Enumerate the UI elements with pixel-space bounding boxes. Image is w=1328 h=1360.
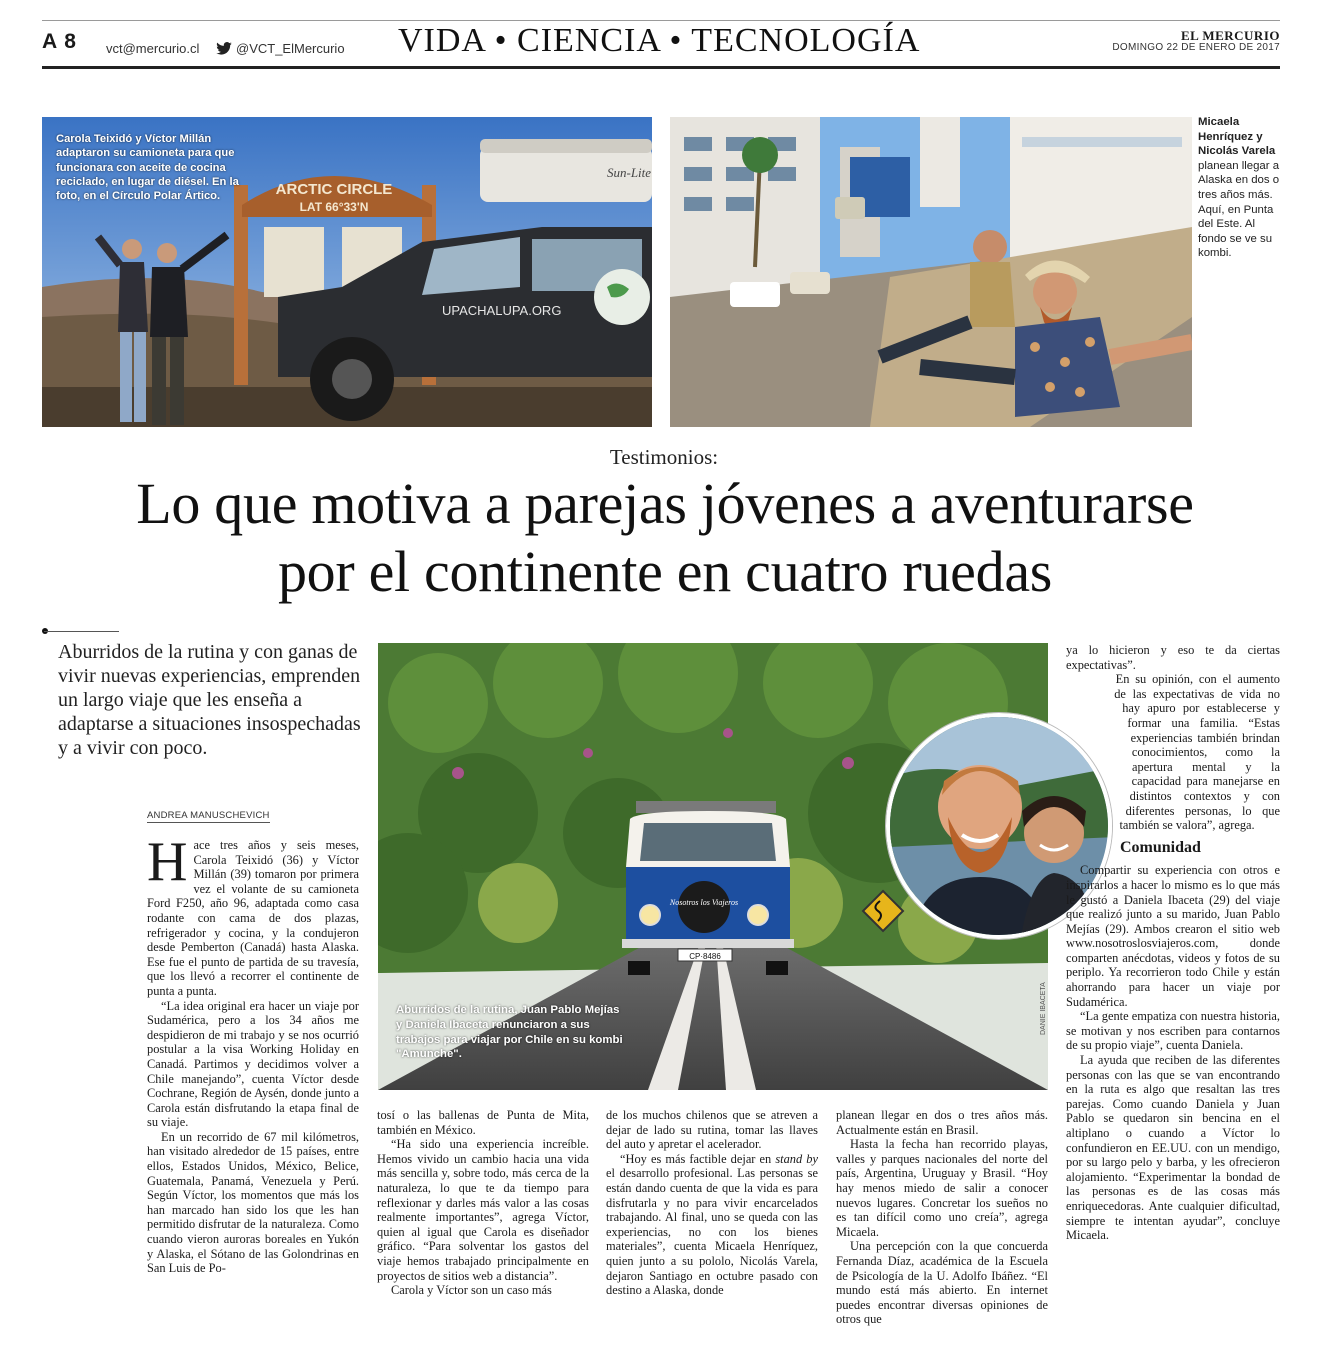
photo-caption-punta-del-este [1198, 115, 1282, 261]
beach-photo-illustration [670, 117, 1192, 427]
col4-para-3: Una percepción con la que concuerda Fernanda Díaz, académica de la Escuela de Psicología de la U. Adolfo Ibáñez. “El mundo está más abierto. En internet puedes encontrar diversas opiniones de otros que [836, 1239, 1048, 1327]
sign-text-line1: ARCTIC CIRCLE [275, 181, 393, 198]
subhead-comunidad: Comunidad [1120, 838, 1201, 856]
article-lede: Aburridos de la rutina y con ganas de vivir nuevas experiencias, emprenden un largo viaje que les enseña a adaptarse a situaciones insospechadas y a vivir con poco. [58, 641, 361, 759]
photo-punta-del-este [670, 117, 1192, 427]
drop-cap: H [147, 831, 188, 893]
col4-para-2: Hasta la fecha han recorrido playas, valles y parques nacionales del norte del país, Argentina, Uruguay y Brasil. “Hoy hay menos miedo de salir a conocer nuevos lugares. Concretar los sueños no es tan difícil como uno creía”, agrega Micaela. [836, 1137, 1048, 1239]
col5-para-5: La ayuda que reciben de las diferentes personas con las que se van encontrando en la ruta es algo que resaltan las tres parejas. Como cuando Daniela y Juan Pablo se quedaron sin bencina en el altiplano o cuando a Víctor lo confundieron en EE.UU. con un mendigo, por su largo pelo y barba, y les ofrecieron alojamiento. “Experimentar la bondad de las personas es de las cosas más enriquecedoras. Ante cualquier dificultad, siempre te intentan ayudar”, concluye Micaela. [1066, 1053, 1280, 1243]
twitter-handle[interactable] [216, 41, 345, 56]
col3-para-2 [606, 1152, 818, 1298]
sign-text-line2: LAT 66°33'N [299, 200, 369, 214]
section-email[interactable]: vct@mercurio.cl [106, 41, 200, 56]
truck-website-text: UPACHALUPA.ORG [442, 303, 562, 318]
col5-para-3: Compartir su experiencia con otros e inspirarlos a hacer lo mismo es lo que más le gustó a Daniela Ibaceta (29) del viaje que realizó junto a su marido, Juan Pablo Mejías (29). Ambos crearon el sitio web www.nosotroslosviajeros.com, donde comparten anécdotas, videos y fotos de su periplo. Ya recorrieron todo Chile y están ahorrando para hacer un viaje por Sudamérica. [1066, 863, 1280, 1009]
article-column-4 [836, 1108, 1048, 1327]
camper-brand-text: Sun-Lite [607, 165, 652, 180]
lede-rule [44, 631, 119, 632]
article-headline [20, 470, 1310, 606]
headline-line-1: Lo que motiva a parejas jóvenes a aventurarse [136, 471, 1194, 536]
col3-para-2-end: el desarrollo profesional. Las personas se están dando cuenta de que la vida es para disfrutarla y no para vivir encarcelados trabajando. Al final, uno se queda con las experiencias, no con los bienes materiales”, cuenta Micaela Henríquez, quien junto a su pololo, Nicolás Varela, dejaron Santiago en octubre pasado con destino a Alaska, donde [606, 1166, 818, 1298]
col2-para-3: Carola y Víctor son un caso más [391, 1283, 552, 1298]
van-badge-text: Nosotros los Viajeros [669, 898, 739, 907]
publication-date: DOMINGO 22 DE ENERO DE 2017 [1112, 42, 1280, 53]
article-kicker: Testimonios: [609, 445, 719, 469]
article-column-5 [1066, 643, 1280, 1243]
headline-line-2: por el continente en cuatro ruedas [277, 539, 1053, 604]
article-column-1 [147, 831, 359, 1276]
newspaper-brand: EL MERCURIO [1180, 28, 1280, 43]
col5-para-4: “La gente empatiza con nuestra historia, se motivan y nos escriben para contarnos de su propio viaje”, cuenta Daniela. [1066, 1009, 1280, 1053]
col5-para-1: ya lo hicieron y eso te da ciertas expectativas”. [1066, 643, 1280, 672]
col1-para-1: ace tres años y seis meses, Carola Teixidó (36) y Víctor Millán (39) tomaron por primera vez el volante de su camioneta Ford F250, año 96, adaptada como casa rodante con cama de dos plazas, refrigerador y cocina, y la condujeron desde Pemberton (Canadá) hasta Alaska. Ese fue el punto de partida de su travesía, que los llevó a recorrer el continente de punta a punta. [147, 838, 359, 998]
col1-para-3: En un recorrido de 67 mil kilómetros, han visitado alrededor de 15 países, entre ellos, Estados Unidos, México, Belice, Guatemala, Panamá, Venezuela y Perú. Según Víctor, los momentos que más los han marcado han sido los que les han permitido disfrutar de la naturaleza. Como cuando vieron auroras boreales en Yukón y Alaska, el Sótano de las Golondrinas en San Luis de Po- [147, 1129, 359, 1276]
photo-caption-arctic: Carola Teixidó y Víctor Millán adaptaron su camioneta para que funcionara con aceite de cocina reciclado, en lugar de diésel. En la foto, en el Círculo Polar Ártico. [56, 133, 239, 203]
page-number: A 8 [42, 30, 77, 53]
section-title: VIDA • CIENCIA • TECNOLOGÍA [398, 22, 921, 59]
caption-rest: planean llegar a Alaska en dos o tres años más. Aquí, en Punta del Este. Al fondo se ve su kombi. [1198, 159, 1280, 260]
col2-para-2: “Ha sido una experiencia increíble. Hemos vivido un cambio hacia una vida más sencilla y, sobre todo, más cerca de la naturaleza, lo que te da tiempo para reflexionar y darles más valor a las cosas realmente importantes”, agrega Víctor, quien al igual que Carola es diseñador gráfico. “Para solventar los gastos del viaje hemos trabajado principalmente en proyectos de sitios web a distancia”. [377, 1137, 589, 1283]
col3-para-1: de los muchos chilenos que se atreven a dejar de lado su rutina, tomar las llaves del auto y apretar el acelerador. [606, 1108, 818, 1152]
article-column-2 [377, 1108, 589, 1298]
col4-para-1: planean llegar en dos o tres años más. Actualmente están en Brasil. [836, 1108, 1048, 1137]
photo-credit: DANIE IBACETA [1040, 982, 1047, 1035]
photo-caption-road: Aburridos de la rutina, Juan Pablo Mejías y Daniela Ibaceta renunciaron a sus trabajos para viajar por Chile en su kombi "Amunche". [396, 1004, 623, 1061]
col2-para-1: tosí o las ballenas de Punta de Mita, también en México. [377, 1108, 589, 1137]
caption-names: Micaela Henríquez y Nicolás Varela [1198, 116, 1276, 158]
header-bottom-rule [42, 66, 1280, 69]
header-top-rule [42, 20, 1280, 21]
twitter-handle-text: @VCT_ElMercurio [236, 41, 345, 56]
twitter-bird-icon [216, 42, 232, 55]
col1-para-2: “La idea original era hacer un viaje por Sudamérica, pero a los 34 años me despidieron de mi trabajo y se nos ocurrió postular a la visa Working Holiday en Canadá. Partimos y decidimos volver a Chile manejando”, cuenta Víctor desde Cochrane, Región de Aysén, donde junto a Carola están disfrutando la etapa final de su viaje. [147, 998, 359, 1130]
van-license-plate: CP·8486 [689, 952, 721, 961]
article-column-3 [606, 1108, 818, 1298]
col3-para-2-italic: stand by [775, 1151, 818, 1166]
col3-para-2-start: “Hoy es más factible dejar en [620, 1151, 776, 1166]
col5-para-2: En su opinión, con el aumento de las expectativas de vida no hay apuro por establecerse y formar una familia. “Estas experiencias también brindan conocimientos, como la apertura mental y la capacidad para manejarse en distintos contextos y con diferentes personas, lo que también se valora”, agrega. [1114, 672, 1280, 833]
article-byline: ANDREA MANUSCHEVICH [147, 810, 270, 821]
